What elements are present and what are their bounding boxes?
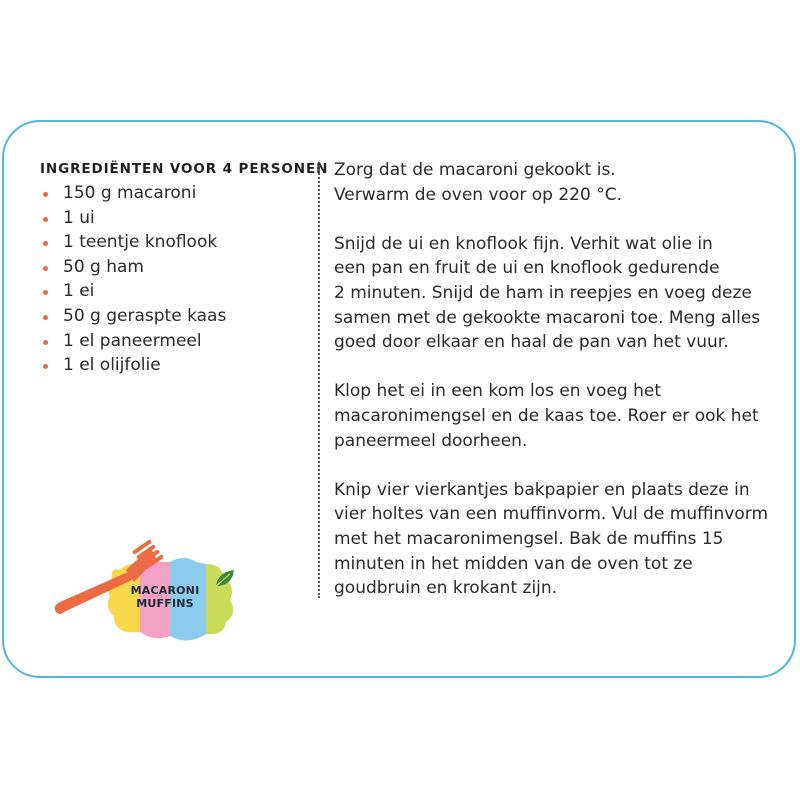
recipe-logo [48,530,248,650]
ingredient-item: 1 teentje knoflook [40,230,226,255]
ingredient-item: 1 ui [40,206,226,231]
logo-text [128,584,202,610]
instructions [334,158,774,625]
ingredients-list [40,181,226,378]
ingredient-item: 1 ei [40,279,226,304]
ingredient-item: 50 g geraspte kaas [40,304,226,329]
ingredients-title: INGREDIËNTEN VOOR 4 PERSONEN [40,161,329,177]
dotted-divider [318,162,320,598]
logo-line-2: MUFFINS [136,597,194,610]
ingredient-item: 150 g macaroni [40,181,226,206]
ingredient-item: 1 el paneermeel [40,329,226,354]
instruction-paragraph: Klop het ei in een kom los en voeg het macaronimengsel en de kaas toe. Roer er ook het paneermeel doorheen. [334,381,759,451]
logo-line-1: MACARONI [130,584,200,597]
ingredient-item: 50 g ham [40,255,226,280]
instruction-paragraph: Knip vier vierkantjes bakpapier en plaats deze in vier holtes van een muffinvorm. Vul de muffinvorm met het macaronimengsel. Bak de muffins 15 minuten in het midden van de oven tot ze goudbruin en krokant zijn. [334,479,769,599]
instruction-paragraph: Zorg dat de macaroni gekookt is. Verwarm de oven voor op 220 °C. [334,160,622,205]
ingredient-item: 1 el olijfolie [40,353,226,378]
instruction-paragraph: Snijd de ui en knoflook fijn. Verhit wat olie in een pan en fruit de ui en knoflook gedurende 2 minuten. Snijd de ham in reepjes en voeg deze samen met de gekookte macaroni toe. Meng alles goed door elkaar en haal de pan van het vuur. [334,233,761,353]
